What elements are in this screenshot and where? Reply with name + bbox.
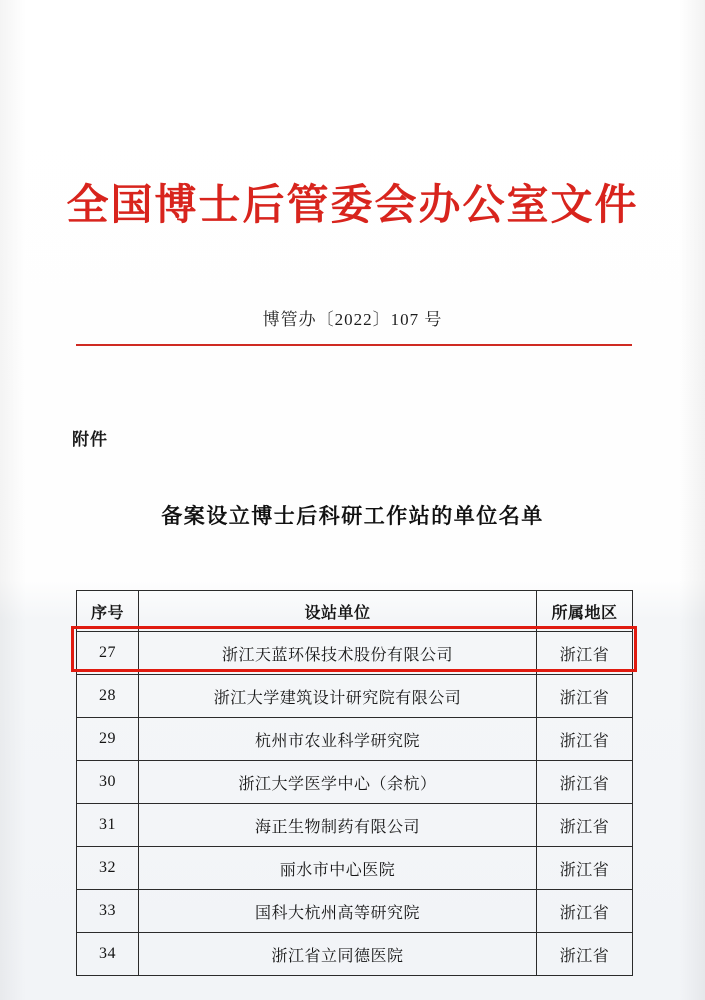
column-header-unit: 设站单位 bbox=[139, 591, 537, 632]
table-row bbox=[77, 804, 633, 847]
cell-no: 28 bbox=[77, 675, 139, 718]
list-title: 备案设立博士后科研工作站的单位名单 bbox=[161, 504, 544, 528]
cell-unit: 浙江天蓝环保技术股份有限公司 bbox=[139, 632, 537, 675]
table-row bbox=[77, 675, 633, 718]
cell-no: 32 bbox=[77, 847, 139, 890]
cell-no: 33 bbox=[77, 890, 139, 933]
cell-region: 浙江省 bbox=[537, 890, 633, 933]
cell-unit: 浙江大学建筑设计研究院有限公司 bbox=[139, 675, 537, 718]
cell-region: 浙江省 bbox=[537, 675, 633, 718]
table-row bbox=[77, 718, 633, 761]
cell-no: 34 bbox=[77, 933, 139, 976]
table-header-row bbox=[77, 591, 633, 632]
cell-unit: 丽水市中心医院 bbox=[139, 847, 537, 890]
cell-no: 29 bbox=[77, 718, 139, 761]
unit-list-table bbox=[76, 590, 633, 976]
unit-list-table-wrapper bbox=[76, 590, 632, 976]
cell-unit: 杭州市农业科学研究院 bbox=[139, 718, 537, 761]
cell-unit: 海正生物制药有限公司 bbox=[139, 804, 537, 847]
table-body bbox=[77, 632, 633, 976]
table-row bbox=[77, 632, 633, 675]
cell-no: 30 bbox=[77, 761, 139, 804]
cell-region: 浙江省 bbox=[537, 718, 633, 761]
red-divider-rule bbox=[76, 344, 632, 346]
cell-unit: 浙江省立同德医院 bbox=[139, 933, 537, 976]
cell-no: 31 bbox=[77, 804, 139, 847]
document-number: 博管办〔2022〕107 号 bbox=[262, 310, 443, 329]
column-header-no: 序号 bbox=[77, 591, 139, 632]
cell-region: 浙江省 bbox=[537, 632, 633, 675]
cell-unit: 浙江大学医学中心（余杭） bbox=[139, 761, 537, 804]
cell-region: 浙江省 bbox=[537, 847, 633, 890]
cell-no: 27 bbox=[77, 632, 139, 675]
attachment-label: 附件 bbox=[72, 430, 108, 449]
document-title: 全国博士后管委会办公室文件 bbox=[66, 180, 639, 229]
table-row bbox=[77, 847, 633, 890]
table-row bbox=[77, 890, 633, 933]
column-header-region: 所属地区 bbox=[537, 591, 633, 632]
cell-unit: 国科大杭州高等研究院 bbox=[139, 890, 537, 933]
table-row bbox=[77, 761, 633, 804]
cell-region: 浙江省 bbox=[537, 933, 633, 976]
cell-region: 浙江省 bbox=[537, 761, 633, 804]
cell-region: 浙江省 bbox=[537, 804, 633, 847]
table-row bbox=[77, 933, 633, 976]
